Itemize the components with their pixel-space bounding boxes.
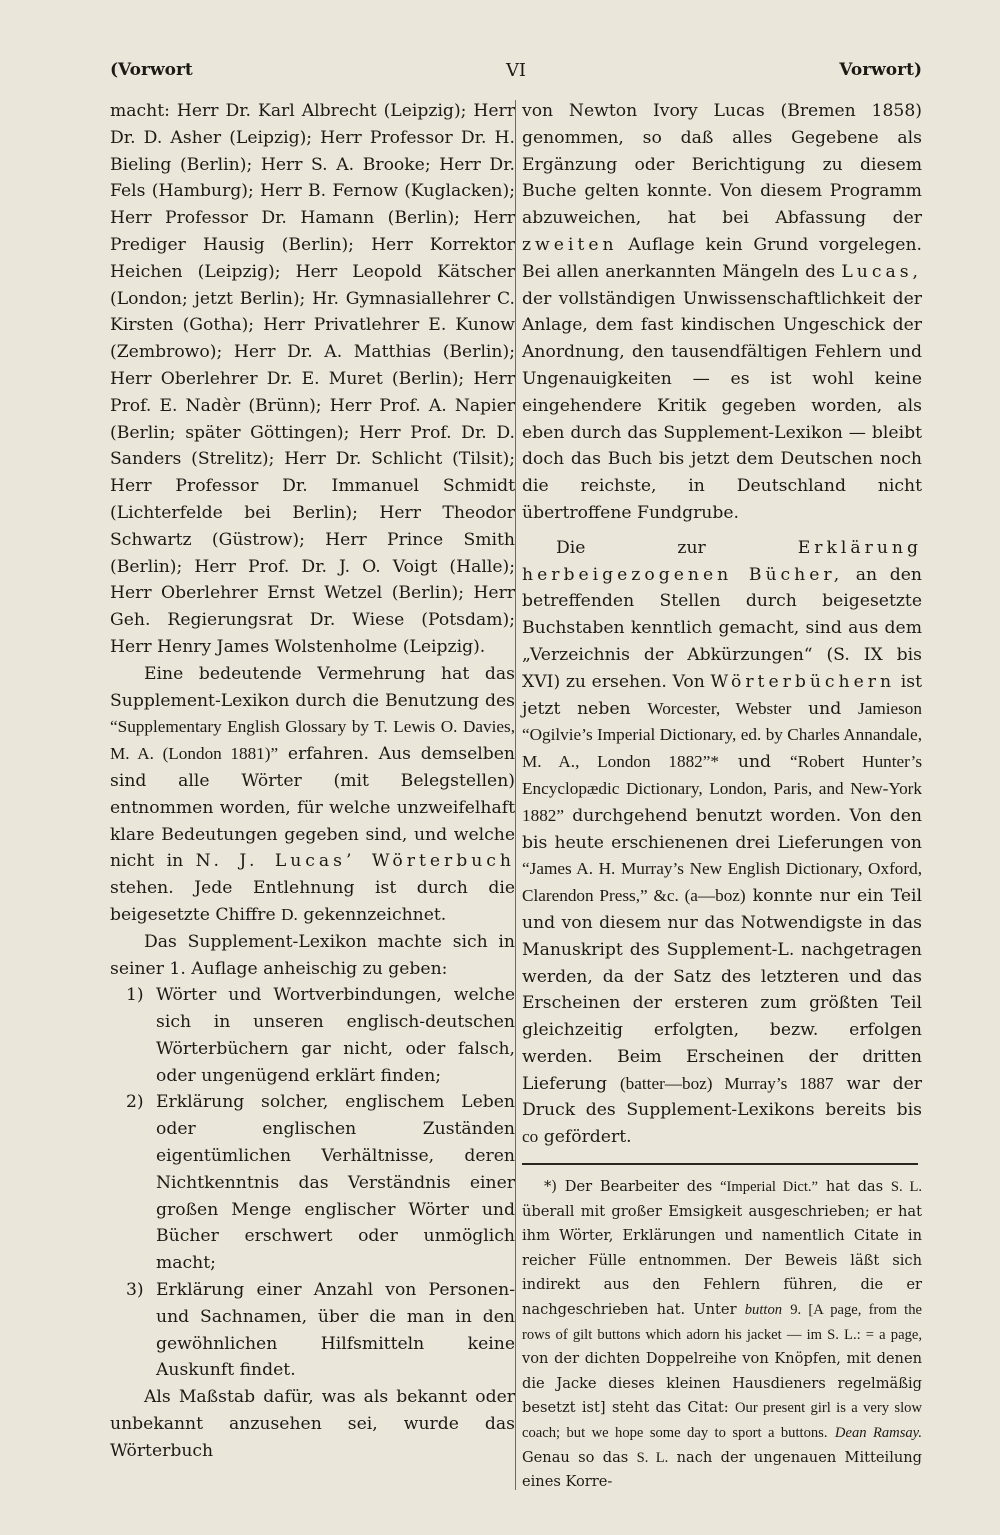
measure-paragraph: Als Maßstab dafür, was als bekannt oder unbekannt anzusehen sei, wurde das Wörterbuch [110,1387,515,1461]
text-run: gefördert. [543,1127,632,1148]
text-run: stehen. Jede Entlehnung ist durch die beigesetzte Chiffre [110,878,515,925]
list-item [110,1089,515,1277]
italic-text: Dean Ramsay. [834,1425,923,1442]
english-text: “Robert Hunter’s Encyclopædic Dictionary, London, Paris, and New-York 1882” [522,752,923,825]
text-run: Genau so das [522,1448,629,1466]
spaced-text: zweiten [522,234,618,255]
text-run: von Newton Ivory Lucas (Bremen 1858) genommen, so daß alles Gegebene als Ergänzung oder Berichtigung zu diesem Buche gelten konnte. Von diesem Programm abzuweichen, hat bei Abfassung der [522,101,922,229]
header-left: (Vorwort [110,60,193,80]
header-right: Vorwort) [839,60,922,80]
right-column [522,98,922,1495]
left-column [110,98,515,1465]
program-paragraph: Das Supplement-Lexikon machte sich in seiner 1. Auflage anheischig zu geben: [110,931,515,979]
list-text: Wörter und Wortverbindungen, welche sich in unseren englisch-deutschen Wörterbüchern gar nicht, oder falsch, oder ungenügend erklärt finden; [156,985,515,1086]
english-text: Our present girl is a very slow coach; but we hope some day to sport a buttons. [522,1400,922,1442]
text-run: Die zur [556,537,706,558]
spaced-text: Wörterbüchern [710,671,896,692]
column-divider [515,100,516,1490]
list-text: Erklärung einer Anzahl von Personen- und Sachnamen, über die man in den gewöhnlichen Hilfsmitteln keine Auskunft findet. [156,1280,515,1381]
english-text: (batter—boz) Murray’s 1887 [619,1073,834,1093]
text-run: Eine bedeutende Vermehrung hat das Supplement-Lexikon durch die Benutzung des [110,663,515,711]
english-text: S. L. [890,1179,923,1196]
english-text: S. L. [636,1449,669,1466]
footnote-text [522,1175,922,1495]
footnote [522,1175,922,1495]
english-text: Jamieson “Ogilvie’s Imperial Dictionary, ed. by Charles Annandale, M. A., London 1882”* [522,698,922,772]
text-run: gekennzeichnet. [303,904,447,925]
english-title: “Supplementary English Glossary by T. Lewis O. Davies, M. A. (London 1881)” [110,717,515,764]
program-list [110,982,515,1384]
text-run: konnte nur ein Teil und von diesem nur das Notwendigste in das Manuskript des Supplement-L. nachgetragen werden, da der Satz des letzteren und das Erscheinen der ersteren zum größten Teil gleichzeitig erfolgten, bezw. erfolgen werden. Beim Erscheinen der dritten Lieferung [522,886,922,1094]
text-run: hat das [825,1178,884,1196]
list-number: 2) [126,1092,144,1113]
text-run: und [808,698,842,719]
english-text: co [522,1127,539,1147]
text-run: von der dichten Doppelreihe von Knöpfen, mit denen die Jacke dieses kleinen Hausdieners regelmäßig besetzt ist] steht das Citat: [522,1350,922,1417]
list-number: 3) [126,1280,144,1301]
text-run: ist jetzt neben [522,671,922,719]
english-text: 9. [A page, from the rows of gilt buttons which adorn his jacket — im S. L.: = a page, [522,1302,923,1343]
lucas-paragraph [522,98,922,527]
list-text: Erklärung solcher, englischem Leben oder englischen Zuständen eigentümlichen Verhältnisse, deren Nichtkenntnis das Verständnis einer großen Menge englischer Wörter und Bücher erschwert oder unmöglich macht; [156,1092,515,1274]
page-number: VI [505,60,527,81]
spaced-text: Erklärung herbeigezogenen Bücher, [522,537,922,585]
text-run: durchgehend benutzt worden. Von den bis heute erschienenen drei Lieferungen von [522,805,922,853]
text-run: erfahren. Aus demselben sind alle Wörter (mit Belegstellen) entnommen worden, für welche unzweifelhaft klare Bedeutungen gegeben sind, und welche nicht in [110,744,515,872]
english-text: “Imperial Dict.” [720,1179,819,1196]
text-run: überall mit großer Emsigkeit ausgeschrieben; er hat ihm Wörter, Erklärungen und namentlich Citate in reicher Fülle entnommen. Der Beweis läßt sich indirekt aus den Fehlern führen, die er nachgeschrieben hat. Unter [522,1202,922,1319]
list-item [110,982,515,1089]
italic-text: button [744,1302,783,1319]
text-run: *) Der Bearbeiter des [544,1178,713,1196]
text-run: war der Druck des Supplement-Lexikons bereits bis [522,1073,923,1121]
running-header [110,60,922,90]
list-item [110,1277,515,1384]
text-run: der vollständigen Unwissenschaftlichkeit der Anlage, dem fast kindischen Ungeschick der Anordnung, den tausendfältigen Fehlern und Ungenauigkeiten — es ist wohl keine eingehendere Kritik gegeben worden, als eben durch das Supplement-Lexikon — bleibt doch das Buch bis jetzt dem Deutschen noch die reichste, in Deutschland nicht übertroffene Fundgrube. [522,288,922,523]
english-text: Worcester, Webster [647,698,792,718]
cipher-d: D. [281,904,298,924]
spaced-text: N. J. Lucas’ Wörterbuch [195,851,516,872]
footnote-rule [522,1163,918,1165]
text-run: nach der ungenauen Mitteilung eines Korre- [522,1448,923,1491]
text-run: an den betreffenden Stellen durch beigesetzte Buchstaben kenntlich gemacht, sind aus dem „Verzeichnis der Abkürzungen“ (S. IX bis XVI) zu ersehen. Von [522,564,922,692]
english-text: “James A. H. Murray’s New English Dictionary, Oxford, Clarendon Press,” &c. (a—boz) [522,859,922,906]
contributors-paragraph: macht: Herr Dr. Karl Albrecht (Leipzig); Herr Dr. D. Asher (Leipzig); Herr Professor Dr. H. Bieling (Berlin); Herr S. A. Brooke; Herr Dr. Fels (Hamburg); Herr B. Fernow (Kuglacken); Herr Professor Dr. Hamann (Berlin); Herr Prediger Hausig (Berlin); Herr Korrektor Heichen (Leipzig); Herr Leopold Kätscher (London; jetzt Berlin); Hr. Gymnasiallehrer C. Kirsten (Gotha); Herr Privatlehrer E. Kunow (Zembrowo); Herr Dr. A. Matthias (Berlin); Herr Oberlehrer Dr. E. Muret (Berlin); Herr Prof. E. Nadèr (Brünn); Herr Prof. A. Napier (Berlin; später Göttingen); Herr Prof. Dr. D. Sanders (Strelitz); Herr Dr. Schlicht (Tilsit); Herr Professor Dr. Immanuel Schmidt (Lichterfelde bei Berlin); Herr Theodor Schwartz (Güstrow); Herr Prince Smith (Berlin); Herr Prof. Dr. J. O. Voigt (Halle); Herr Oberlehrer Ernst Wetzel (Berlin); Herr Geh. Regierungsrat Dr. Wiese (Potsdam); Herr Henry James Wolstenholme (Leipzig). [110,101,515,657]
spaced-text: Lucas, [841,261,923,282]
supplement-paragraph [110,661,515,929]
sources-paragraph [522,535,922,1151]
text-run: und [737,752,772,773]
text-run: Auflage kein Grund vorgelegen. Bei allen anerkannten Mängeln des [522,234,922,282]
list-number: 1) [126,985,144,1006]
